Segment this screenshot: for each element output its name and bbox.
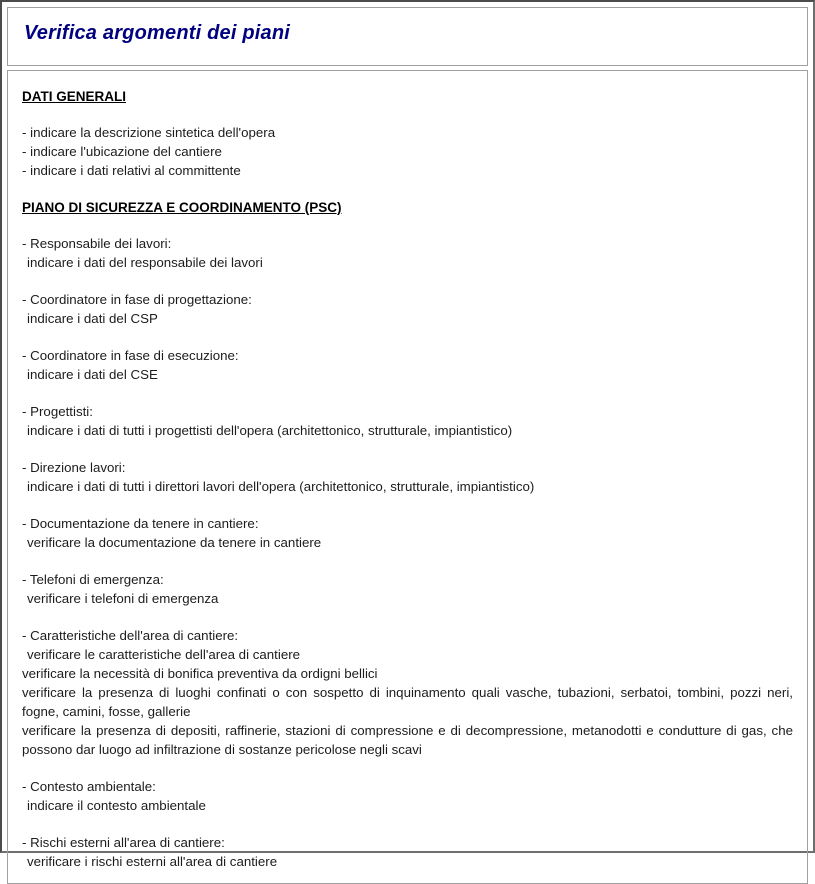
content-box [7, 70, 808, 884]
topic-detail-line: indicare il contesto ambientale [27, 798, 206, 813]
topic-detail-line: indicare i dati del CSE [27, 367, 158, 382]
topic-item [22, 570, 793, 608]
report-header [7, 7, 808, 66]
topic-paragraph: verificare la presenza di depositi, raffinerie, stazioni di compressione e di decompressione, metanodotti e condutture di gas, che possono dar luogo ad infiltrazione di sostanze pericolose negli scavi [22, 723, 793, 757]
topic-label-line: - indicare la descrizione sintetica dell'opera [22, 125, 276, 140]
topic-item [22, 626, 793, 759]
topic-paragraph: verificare la necessità di bonifica preventiva da ordigni bellici [22, 666, 378, 681]
topic-label-line: - Coordinatore in fase di progettazione: [22, 292, 252, 307]
topic-detail-line: verificare i telefoni di emergenza [27, 591, 219, 606]
topic-detail-line: indicare i dati di tutti i direttori lavori dell'opera (architettonico, strutturale, impiantistico) [27, 479, 535, 494]
topic-detail-line: indicare i dati del CSP [27, 311, 158, 326]
topic-label-line: - Direzione lavori: [22, 460, 126, 475]
topic-detail-line: verificare i rischi esterni all'area di cantiere [27, 854, 278, 869]
topic-item [22, 346, 793, 384]
topic-label-line: - Rischi esterni all'area di cantiere: [22, 835, 225, 850]
topic-detail-line: verificare le caratteristiche dell'area di cantiere [27, 647, 301, 662]
topic-label-line: - Progettisti: [22, 404, 93, 419]
page-title: Verifica argomenti dei piani [24, 22, 291, 44]
topic-label-line: - Coordinatore in fase di esecuzione: [22, 348, 239, 363]
topic-item [22, 290, 793, 328]
topic-item [22, 123, 793, 180]
topic-label-line: - Documentazione da tenere in cantiere: [22, 516, 259, 531]
section-heading: DATI GENERALI [22, 89, 126, 104]
topic-label-line: - indicare l'ubicazione del cantiere [22, 144, 222, 159]
topic-label-line: - Caratteristiche dell'area di cantiere: [22, 628, 239, 643]
section-heading: PIANO DI SICUREZZA E COORDINAMENTO (PSC) [22, 200, 342, 215]
topic-item [22, 514, 793, 552]
topic-detail-line: indicare i dati di tutti i progettisti dell'opera (architettonico, strutturale, impiantistico) [27, 423, 513, 438]
topic-label-line: - Contesto ambientale: [22, 779, 156, 794]
topic-label-line: - Responsabile dei lavori: [22, 236, 172, 251]
topic-detail-line: indicare i dati del responsabile dei lavori [27, 255, 263, 270]
topic-detail-line: verificare la documentazione da tenere in cantiere [27, 535, 322, 550]
topic-item [22, 833, 793, 871]
topic-label-line: - Telefoni di emergenza: [22, 572, 164, 587]
topic-label-line: - indicare i dati relativi al committente [22, 163, 241, 178]
topic-item [22, 402, 793, 440]
topic-item [22, 777, 793, 815]
topic-item [22, 458, 793, 496]
topic-paragraph: verificare la presenza di luoghi confinati o con sospetto di inquinamento quali vasche, tubazioni, serbatoi, tombini, pozzi neri, fogne, camini, fosse, gallerie [22, 685, 793, 719]
topic-item [22, 234, 793, 272]
